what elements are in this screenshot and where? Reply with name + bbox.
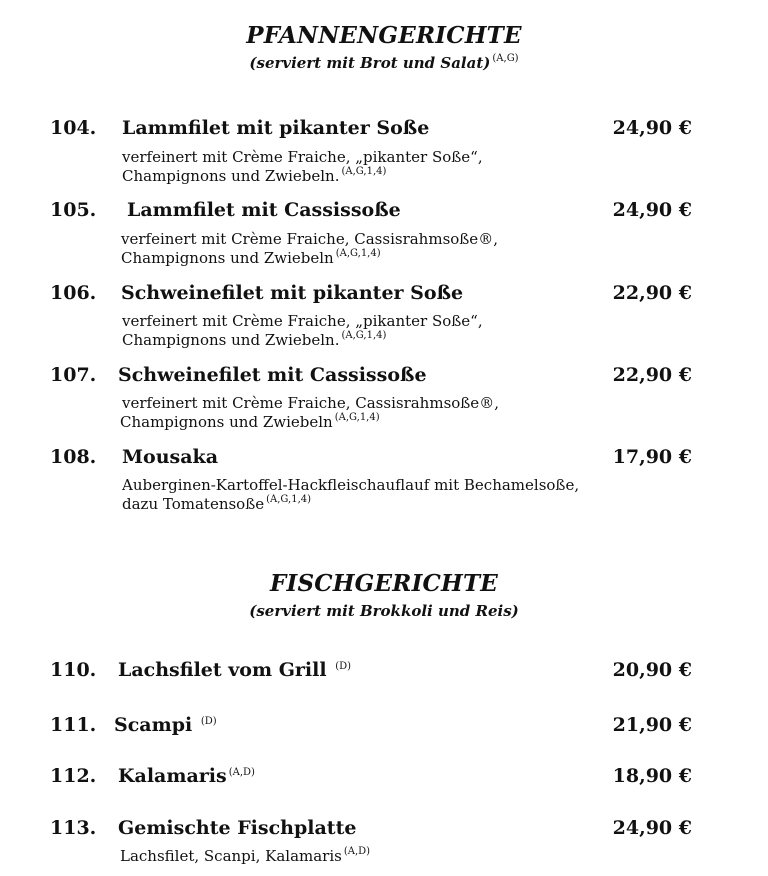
item-name	[118, 765, 255, 787]
item-number: 113.	[50, 817, 97, 839]
item-number: 110.	[50, 659, 97, 681]
item-description	[122, 312, 483, 350]
item-description	[120, 847, 370, 866]
allergens: (A,G,1,4)	[341, 166, 387, 177]
desc-line-2	[121, 249, 498, 268]
item-number: 106.	[50, 282, 97, 304]
section-subtitle-pfannengerichte	[0, 54, 768, 72]
desc-line-2-text: Champignons und Zwiebeln.	[122, 167, 340, 185]
allergens: (A,D)	[343, 846, 371, 857]
desc-line-2-text: dazu Tomatensoße	[122, 495, 265, 513]
item-price: 24,90 €	[612, 817, 692, 839]
item-price: 22,90 €	[612, 364, 692, 386]
item-description	[122, 148, 483, 186]
section-subtitle-fischgerichte: (serviert mit Brokkoli und Reis)	[249, 602, 519, 620]
item-price: 21,90 €	[612, 714, 692, 736]
desc-line-2-text: Champignons und Zwiebeln	[121, 249, 334, 267]
desc-line-1: verfeinert mit Crème Fraiche, „pikanter Soße“,	[122, 312, 483, 330]
item-number: 104.	[50, 117, 97, 139]
allergens: (A,G,1,4)	[334, 412, 380, 423]
section-title-fischgerichte: FISCHGERICHTE	[269, 570, 499, 597]
item-price: 24,90 €	[612, 117, 692, 139]
desc-line-1: Auberginen-Kartoffel-Hackfleischauflauf mit Bechamelsoße,	[122, 476, 580, 494]
desc-line-2	[122, 167, 483, 186]
item-description	[122, 394, 499, 432]
desc-line-2	[120, 413, 499, 432]
desc-line-1: verfeinert mit Crème Fraiche, Cassisrahmsoße®,	[121, 230, 498, 248]
item-name-text: Scampi	[114, 714, 193, 736]
desc-line-2-text: Champignons und Zwiebeln	[120, 413, 333, 431]
item-name	[114, 714, 217, 736]
allergens: (A,D)	[228, 767, 255, 778]
item-name-text: Lachsfilet vom Grill	[118, 659, 327, 681]
item-description	[121, 230, 498, 268]
item-price: 20,90 €	[612, 659, 692, 681]
section-title-pfannengerichte: PFANNENGERICHTE	[246, 22, 522, 49]
item-number: 112.	[50, 765, 97, 787]
item-description	[122, 476, 579, 514]
subtitle-allergens: (A,G)	[492, 53, 519, 64]
desc-line-2	[122, 495, 579, 514]
desc-line-2	[122, 331, 483, 350]
item-name: Schweinefilet mit pikanter Soße	[121, 282, 464, 304]
item-number: 111.	[50, 714, 97, 736]
allergens: (A,G,1,4)	[266, 494, 312, 505]
allergens: (A,G,1,4)	[341, 330, 387, 341]
desc-line-2-text: Champignons und Zwiebeln.	[122, 331, 340, 349]
desc-line-1: verfeinert mit Crème Fraiche, Cassisrahmsoße®,	[122, 394, 499, 412]
allergens: (D)	[335, 661, 352, 672]
item-name: Lammfilet mit pikanter Soße	[122, 117, 430, 139]
item-price: 22,90 €	[612, 282, 692, 304]
desc-line-1	[120, 847, 370, 866]
item-price: 17,90 €	[612, 446, 692, 468]
allergens: (A,G,1,4)	[335, 248, 381, 259]
desc-line-1-text: Lachsfilet, Scanpi, Kalamaris	[120, 847, 342, 865]
item-name-text: Kalamaris	[118, 765, 227, 787]
item-price: 24,90 €	[612, 199, 692, 221]
item-number: 108.	[50, 446, 97, 468]
allergens: (D)	[200, 716, 217, 727]
item-name: Lammfilet mit Cassissoße	[127, 199, 401, 221]
item-name: Mousaka	[122, 446, 219, 468]
item-name	[118, 659, 351, 681]
subtitle-text: (serviert mit Brot und Salat)	[249, 54, 491, 72]
item-number: 105.	[50, 199, 97, 221]
item-name: Gemischte Fischplatte	[118, 817, 357, 839]
item-price: 18,90 €	[612, 765, 692, 787]
item-number: 107.	[50, 364, 97, 386]
item-name: Schweinefilet mit Cassissoße	[118, 364, 427, 386]
desc-line-1: verfeinert mit Crème Fraiche, „pikanter Soße“,	[122, 148, 483, 166]
